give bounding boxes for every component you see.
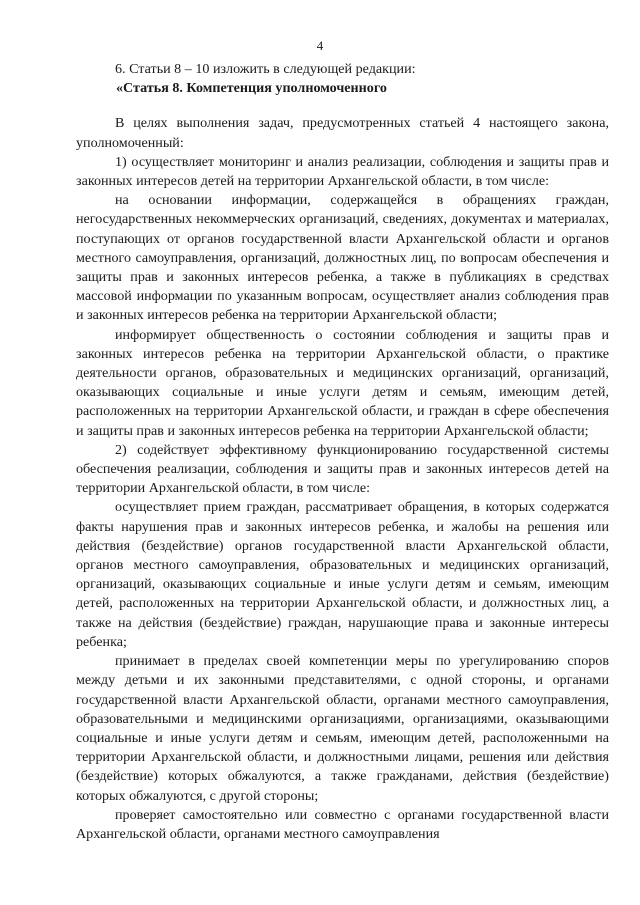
paragraph: 2) содействует эффективному функционированию государственной системы обеспечения реализации, соблюдения и защиты прав и законных интересов детей на территории Архангельской области, в том числе: bbox=[76, 441, 609, 497]
amendment-intro: 6. Статьи 8 – 10 изложить в следующей редакции: bbox=[115, 61, 416, 77]
paragraph: информирует общественность о состоянии соблюдения и защиты прав и законных интересов ребенка на территории Архангельской области, о практике деятельности органов, образовательных и медицинских организаций, организаций, оказывающих социальные и иные услуги детям и семьям, имеющим детей, расположенных на территории Архангельской области, и граждан в сфере обеспечения и защиты прав и законных интересов ребенка на территории Архангельской области; bbox=[76, 326, 609, 439]
paragraph: осуществляет прием граждан, рассматривает обращения, в которых содержатся факты нарушения прав и законных интересов ребенка, и жалобы на решения или действия (бездействие) органов государственной власти Архангельской области, органов местного самоуправления, образовательных и медицинских организаций, организаций, оказывающих социальные и иные услуги детям и семьям, имеющим детей, расположенных на территории Архангельской области, и должностных лиц, а также на действия (бездействие) граждан, нарушающие права и законные интересы ребенка; bbox=[76, 499, 609, 650]
paragraph: принимает в пределах своей компетенции меры по урегулированию споров между детьми и их законными представителями, с одной стороны, и органами государственной власти Архангельской области, органами местного самоуправления, образовательными и медицинскими организациями, организациями, оказывающими социальные и иные услуги детям и семьям, имеющим детей, расположенными на территории Архангельской области, и должностными лицами, решения или действия (бездействие) которых обжалуются, а также гражданами, действия (бездействие) которых обжалуются, с другой стороны; bbox=[76, 653, 609, 804]
paragraph: на основании информации, содержащейся в обращениях граждан, негосударственных некоммерческих организаций, сведениях, документах и материалах, поступающих от органов государственной власти Архангельской области и органов местного самоуправления, организаций, должностных лиц, по вопросам обеспечения и защиты прав и законных интересов ребенка, а также в публикациях в средствах массовой информации по указанным вопросам, осуществляет анализ соблюдения прав и законных интересов ребенка на территории Архангельской области; bbox=[76, 192, 609, 324]
paragraph: проверяет самостоятельно или совместно с органами государственной власти Архангельской области, органами местного самоуправления bbox=[76, 806, 609, 842]
paragraph: 1) осуществляет мониторинг и анализ реализации, соблюдения и защиты прав и законных интересов детей на территории Архангельской области, в том числе: bbox=[76, 153, 609, 190]
paragraph: В целях выполнения задач, предусмотренных статьей 4 настоящего закона, уполномоченный: bbox=[76, 115, 609, 151]
spacer bbox=[76, 98, 609, 114]
document-body bbox=[76, 60, 609, 844]
page-number: 4 bbox=[316, 38, 324, 53]
article-heading: «Статья 8. Компетенция уполномоченного bbox=[116, 80, 387, 97]
